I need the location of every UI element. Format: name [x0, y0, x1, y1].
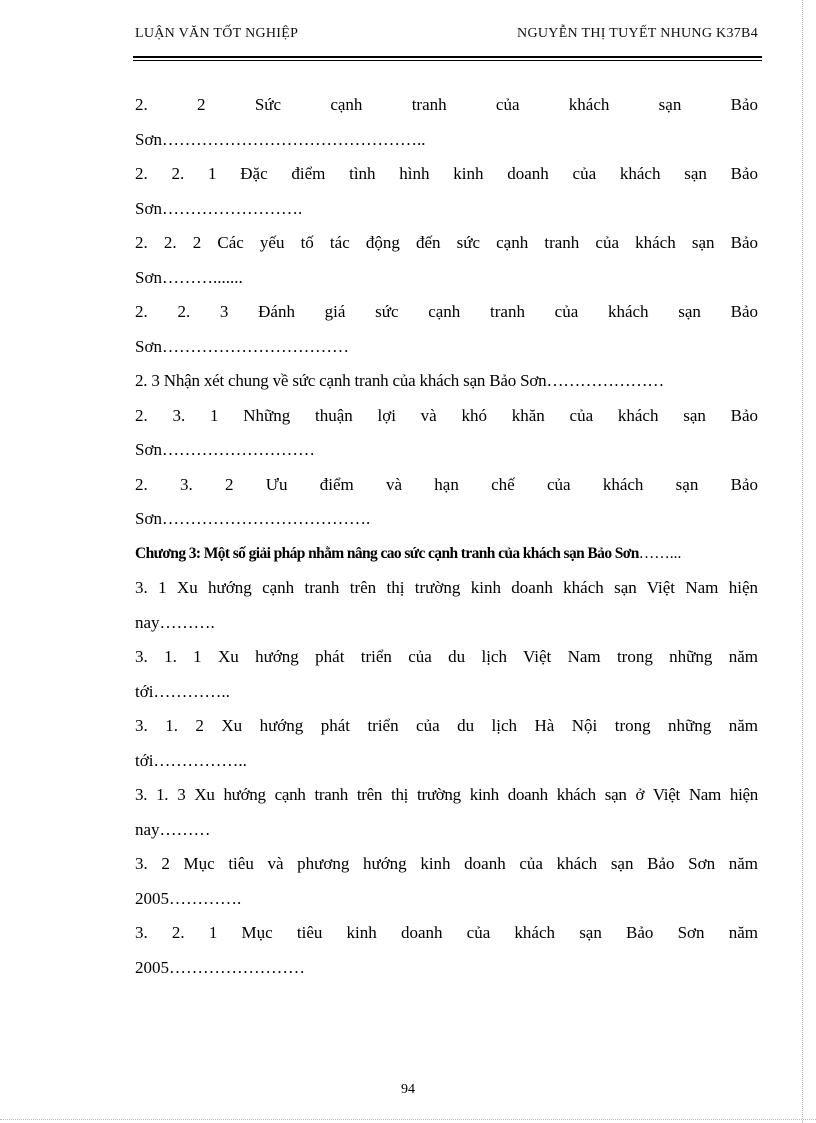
toc-entry-title: 3. 2 Mục tiêu và phương hướng kinh doanh của khách sạn Bảo Sơn năm	[135, 854, 758, 873]
toc-entry-continuation: tới…………..	[135, 681, 230, 701]
toc-entry-title: 2. 2 Sức cạnh tranh của khách sạn Bảo	[135, 95, 758, 114]
toc-entry-title: 3. 1 Xu hướng cạnh tranh trên thị trường kinh doanh khách sạn Việt Nam hiện	[135, 578, 758, 597]
toc-entry-title: 2. 3 Nhận xét chung về sức cạnh tranh của khách sạn Bảo Sơn…………………	[135, 371, 665, 390]
toc-entry-title: 3. 1. 2 Xu hướng phát triển của du lịch Hà Nội trong những năm	[135, 716, 758, 735]
toc-entry	[135, 399, 758, 468]
header-author: NGUYỄN THỊ TUYẾT NHUNG K37B4	[517, 26, 758, 41]
toc-entry-title: 3. 1. 3 Xu hướng cạnh tranh trên thị trường kinh doanh khách sạn ở Việt Nam hiện	[135, 785, 758, 804]
toc-entry	[135, 778, 758, 847]
toc-entry-title: 3. 2. 1 Mục tiêu kinh doanh của khách sạn Bảo Sơn năm	[135, 923, 758, 942]
page-number: 94	[401, 1082, 415, 1097]
header-double-rule	[133, 56, 762, 61]
table-of-contents	[135, 88, 758, 985]
toc-entry-continuation: Sơn………………………………………..	[135, 129, 426, 149]
toc-entry-title: 3. 1. 1 Xu hướng phát triển của du lịch Việt Nam trong những năm	[135, 647, 758, 666]
header-thesis-title: LUẬN VĂN TỐT NGHIỆP	[135, 26, 299, 41]
toc-entry-continuation: 2005……………………	[135, 957, 305, 977]
toc-entry	[135, 295, 758, 364]
toc-entry	[135, 226, 758, 295]
toc-entry-continuation: tới……………..	[135, 750, 247, 770]
running-header	[135, 26, 758, 48]
toc-entry-continuation: Sơn…………………….	[135, 198, 303, 218]
page-edge-right	[802, 0, 803, 1123]
page-edge-bottom	[0, 1119, 816, 1120]
toc-entry	[135, 916, 758, 985]
toc-entry	[135, 847, 758, 916]
toc-entry	[135, 640, 758, 709]
toc-entry-continuation: Sơn……………………………	[135, 336, 349, 356]
toc-entry-title: 2. 2. 2 Các yếu tố tác động đến sức cạnh tranh của khách sạn Bảo	[135, 233, 758, 252]
toc-entry	[135, 88, 758, 157]
toc-entry	[135, 709, 758, 778]
toc-entry	[135, 157, 758, 226]
chapter-leader-dots: ……...	[638, 544, 682, 562]
toc-entry-title: 2. 3. 1 Những thuận lợi và khó khăn của khách sạn Bảo	[135, 405, 758, 425]
toc-entry-continuation: nay……….	[135, 612, 215, 632]
toc-entry	[135, 571, 758, 640]
toc-entry-title: 2. 2. 3 Đánh giá sức cạnh tranh của khách sạn Bảo	[135, 302, 758, 321]
toc-entry-title: 2. 3. 2 Ưu điểm và hạn chế của khách sạn Bảo	[135, 474, 758, 494]
toc-entry	[135, 468, 758, 537]
toc-entry-continuation: Sơn……….......	[135, 267, 243, 287]
toc-entry-continuation: nay………	[135, 819, 211, 839]
chapter-title: Chương 3: Một số giải pháp nhằm nâng cao sức cạnh tranh của khách sạn Bảo Sơn	[135, 544, 639, 562]
toc-entry-continuation: Sơn………………………	[135, 440, 315, 459]
toc-entry-continuation: Sơn……………………………….	[135, 509, 371, 528]
toc-entry-continuation: 2005………….	[135, 888, 242, 908]
toc-chapter-heading	[135, 537, 758, 572]
toc-entry-title: 2. 2. 1 Đặc điểm tình hình kinh doanh của khách sạn Bảo	[135, 164, 758, 183]
toc-entry	[135, 364, 758, 399]
